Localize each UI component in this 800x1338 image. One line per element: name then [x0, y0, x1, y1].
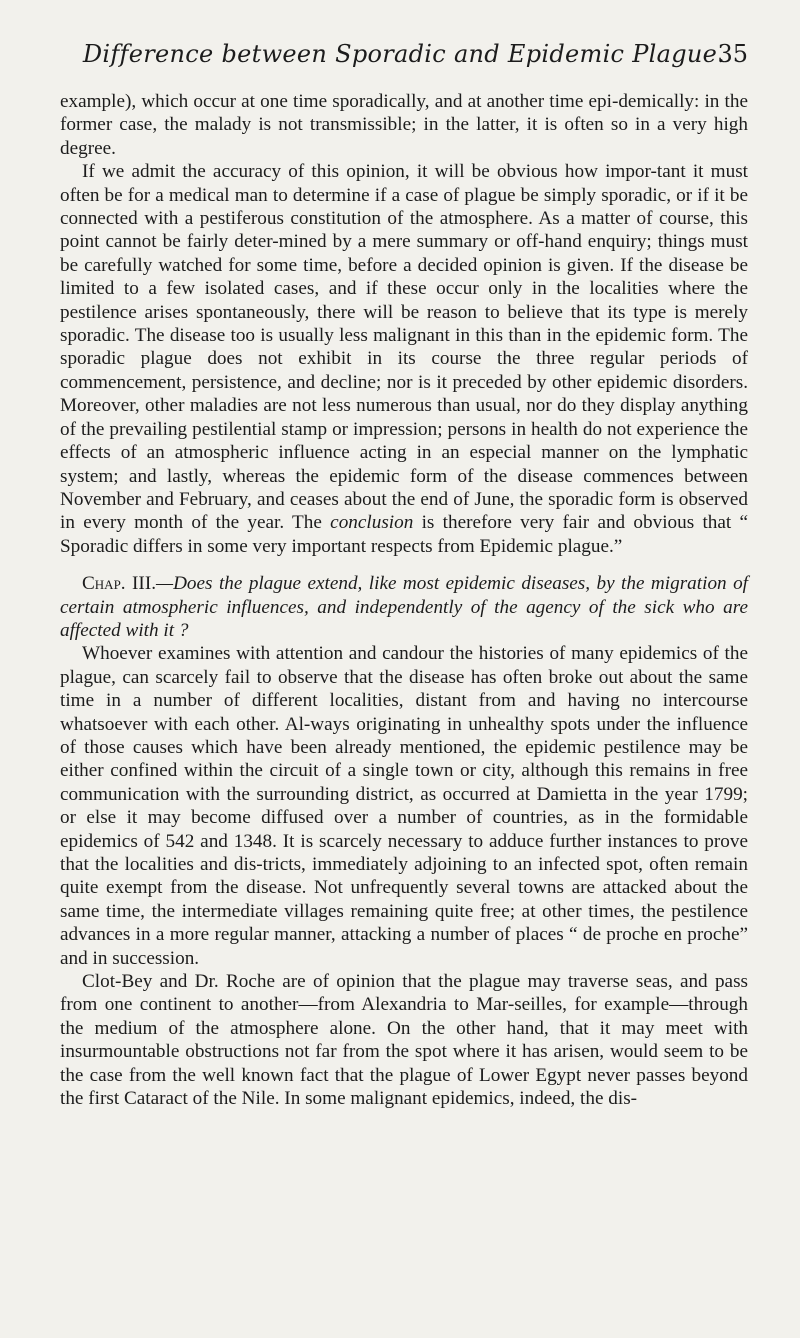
running-head — [60, 40, 748, 76]
paragraph-text-end: is therefore very fair and obvious that “ Sporadic differs in some very important respects from Epidemic plague.” — [60, 512, 749, 557]
paragraph-text: If we admit the accuracy of this opinion, it will be obvious how impor-tant it must often be for a medical man to determine if a case of plague be simply sporadic, or if it be connected with a pestiferous constitution of the atmosphere. As a matter of course, this point cannot be fairly deter-mined by a mere summary or off-hand enquiry; things must be carefully watched for some time, before a decided opinion is given. If the disease be limited to a few isolated cases, and if these occur only in the localities where the pestilence arises spontaneously, there will be reason to believe that its type is merely sporadic. The disease too is usually less malignant in this than in the epidemic form. The sporadic plague does not exhibit in its course the three regular periods of commencement, persistence, and decline; nor is it preceded by other epidemic disorders. Moreover, other maladies are not less numerous than usual, nor do they display anything of the prevailing pestilential stamp or impression; persons in health do not experience the effects of an atmospheric influence acting in an especial manner on the lymphatic system; and lastly, whereas the epidemic form of the disease commences between November and February, and ceases about the end of June, the sporadic form is observed in every month of the year. The — [60, 161, 748, 534]
paragraph-clot-bey: Clot-Bey and Dr. Roche are of opinion that the plague may traverse seas, and pass from one continent to another—from Alexandria to Mar-seilles, for example—through the medium of the atmosphere alone. On the other hand, that it may meet with insurmountable obstructions not far from the spot where it has arisen, would seem to be the case from the well known fact that the plague of Lower Egypt never passes beyond the first Cataract of the Nile. In some malignant epidemics, indeed, the dis- — [60, 971, 748, 1110]
body-text — [60, 90, 748, 1110]
paragraph-sporadic-diagnosis — [60, 160, 748, 558]
page-number: 35 — [717, 40, 748, 68]
running-title: Difference between Sporadic and Epidemic Plague. — [82, 40, 726, 68]
chapter-label: Chap. III. — [82, 573, 157, 595]
paragraph-continuation: example), which occur at one time sporadically, and at another time epi-demically: in the former case, the malady is not transmissible; in the latter, it is often so in a very high degree. — [60, 91, 748, 159]
chapter-title: —Does the plague extend, like most epidemic diseases, by the migration of certain atmospheric influences, and independently of the agency of the sick who are affected with it ? — [60, 573, 748, 641]
chapter-heading — [60, 572, 748, 642]
paragraph-epidemic-histories: Whoever examines with attention and candour the histories of many epidemics of the plague, can scarcely fail to observe that the disease has often broke out about the same time in a number of different localities, distant from and having no intercourse whatsoever with each other. Al-ways originating in unhealthy spots under the influence of those causes which have been already mentioned, the epidemic pestilence may be either confined within the circuit of a single town or city, although this remains in free communication with the surrounding district, as occurred at Damietta in the year 1799; or else it may become diffused over a number of countries, as in the formidable epidemics of 542 and 1348. It is scarcely necessary to adduce further instances to prove that the localities and dis-tricts, immediately adjoining to an infected spot, often remain quite exempt from the disease. Not unfrequently several towns are attacked about the same time, the intermediate villages remaining quite free; at other times, the pestilence advances in a more regular manner, attacking a number of places “ de proche en proche” and in succession. — [60, 643, 748, 969]
italic-conclusion: conclusion — [330, 512, 414, 534]
